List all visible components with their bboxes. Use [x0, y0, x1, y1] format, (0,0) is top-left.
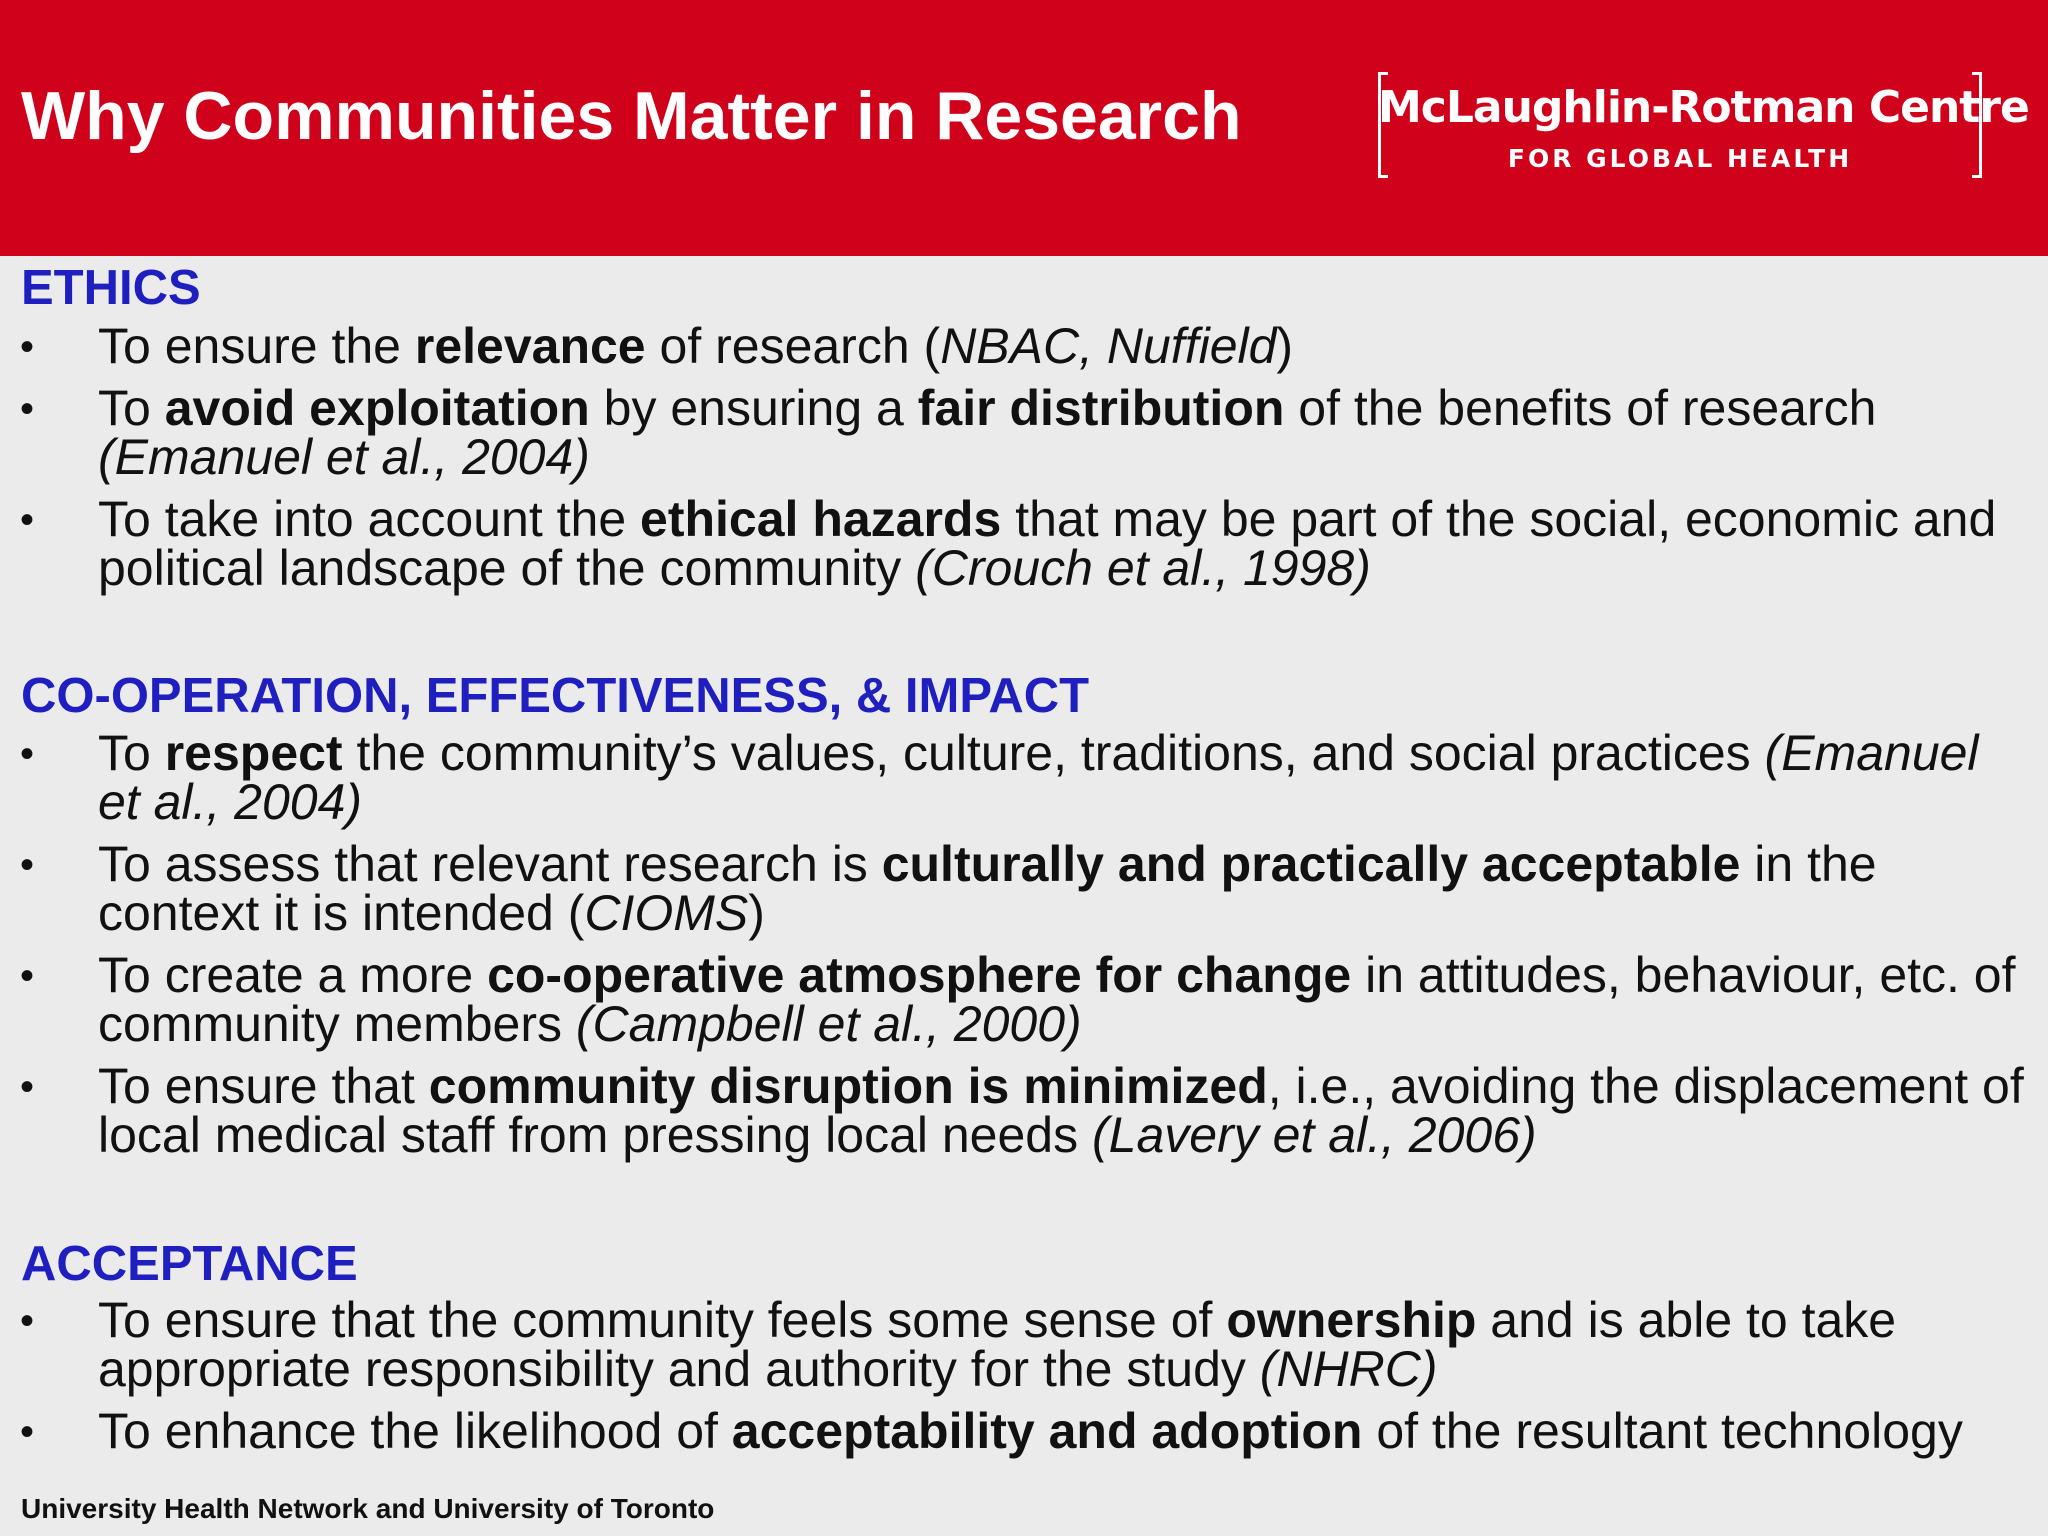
slide-title: Why Communities Matter in Research [21, 78, 1242, 154]
text-run: in attitudes, behaviour, etc. of community members [98, 947, 2016, 1052]
bullet-icon: • [20, 843, 35, 887]
emphasis-bold: respect [164, 725, 343, 781]
citation-italic: CIOMS [584, 885, 749, 941]
text-run: To assess that relevant research is [98, 836, 882, 892]
emphasis-bold: fair distribution [917, 380, 1285, 436]
text-run: To create a more [98, 947, 488, 1003]
bullet-icon: • [20, 387, 35, 431]
section-heading-cooperation: CO-OPERATION, EFFECTIVENESS, & IMPACT [21, 669, 1090, 723]
logo-subtitle: FOR GLOBAL HEALTH [1507, 144, 1853, 173]
bullet-icon: • [20, 498, 35, 542]
section-heading-acceptance: ACCEPTANCE [21, 1237, 358, 1291]
text-run: ) [748, 885, 765, 941]
bullet-text [98, 1058, 2033, 1163]
bullet-icon: • [20, 732, 35, 776]
text-run: To [98, 380, 165, 436]
bullet-icon: • [20, 1299, 35, 1343]
citation-italic: (Campbell et al., 2000) [575, 996, 1082, 1052]
text-run: of research ( [645, 318, 941, 374]
text-run: To take into account the [98, 491, 641, 547]
emphasis-bold: community disruption is minimized [428, 1058, 1268, 1114]
bullet-text [98, 947, 2033, 1052]
bullet-icon: • [20, 325, 35, 369]
emphasis-bold: ownership [1226, 1292, 1477, 1348]
emphasis-bold: acceptability and adoption [731, 1403, 1363, 1459]
text-run: ) [1276, 318, 1294, 374]
citation-italic: NBAC, Nuffield [940, 318, 1277, 374]
citation-italic: (Emanuel et al., 2004) [98, 725, 1979, 830]
text-run: To ensure the [98, 318, 415, 374]
bullet-text [98, 318, 2033, 374]
emphasis-bold: relevance [414, 318, 646, 374]
text-run: To [98, 725, 165, 781]
emphasis-bold: culturally and practically acceptable [881, 836, 1741, 892]
slide-header [0, 0, 2048, 256]
citation-italic: (Lavery et al., 2006) [1092, 1107, 1537, 1163]
text-run: in the context it is intended ( [98, 836, 1877, 941]
text-run: by ensuring a [589, 380, 918, 436]
bullet-text [98, 1403, 2033, 1459]
text-run: of the resultant technology [1362, 1403, 1963, 1459]
bullet-icon: • [20, 1410, 35, 1454]
bullet-text [98, 836, 2033, 941]
bullet-text [98, 725, 2033, 830]
text-run: To ensure that the community feels some sense of [98, 1292, 1227, 1348]
text-run: and is able to take appropriate responsibility and authority for the study [98, 1292, 1897, 1397]
citation-italic: (Crouch et al., 1998) [915, 540, 1371, 596]
text-run: the community’s values, culture, traditions, and social practices [342, 725, 1765, 781]
emphasis-bold: co-operative atmosphere for change [487, 947, 1352, 1003]
text-run: of the benefits of research [1284, 380, 1877, 436]
emphasis-bold: ethical hazards [640, 491, 1002, 547]
text-run: , i.e., avoiding the displacement of local medical staff from pressing local needs [98, 1058, 2024, 1163]
bullet-text [98, 380, 2033, 485]
centre-logo [1378, 72, 2029, 180]
logo-right-bracket [1972, 72, 1982, 178]
emphasis-bold: avoid exploitation [164, 380, 590, 436]
citation-italic: (Emanuel et al., 2004) [98, 429, 590, 485]
bullet-text [98, 491, 2033, 596]
bullet-icon: • [20, 954, 35, 998]
text-run: To ensure that [98, 1058, 429, 1114]
logo-name: McLaughlin-Rotman Centre [1378, 82, 2029, 133]
bullet-icon: • [20, 1065, 35, 1109]
footer-text: University Health Network and University of Toronto [21, 1493, 715, 1524]
bullet-text [98, 1292, 2033, 1397]
text-run: that may be part of the social, economic and political landscape of the community [98, 491, 1997, 596]
citation-italic: (NHRC) [1259, 1341, 1438, 1397]
text-run: To enhance the likelihood of [98, 1403, 732, 1459]
section-heading-ethics: ETHICS [21, 261, 201, 315]
